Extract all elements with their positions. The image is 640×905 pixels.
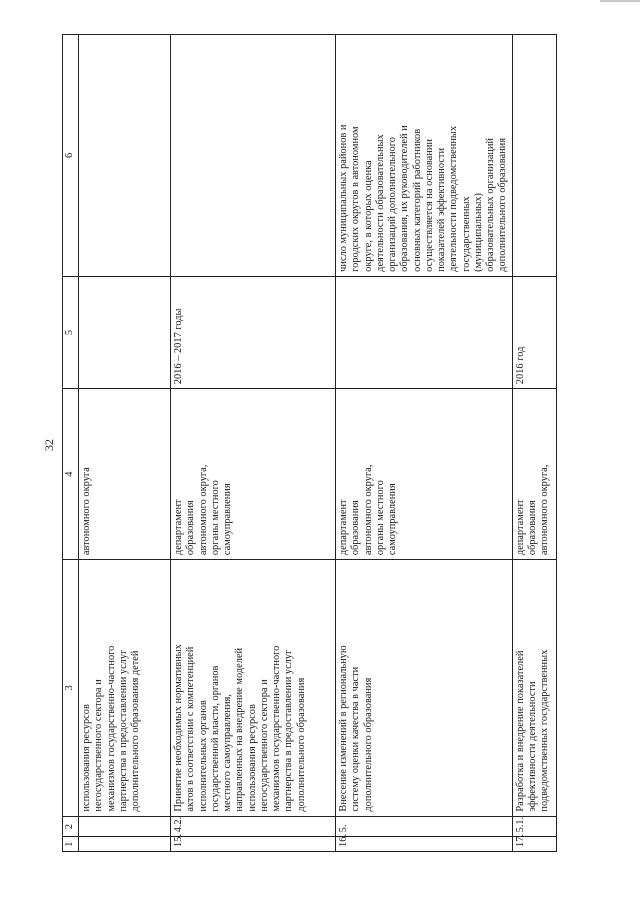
row-number: 17. — [512, 837, 556, 852]
row-code: 5.1. — [512, 816, 556, 837]
period-cell: 2016 год — [512, 276, 556, 388]
executor-cell: департамент образования автономного округа, органы местного самоуправления — [171, 389, 336, 560]
activity-cell: Внесение изменений в региональную систему оценки качества в части дополнительного образования — [336, 560, 513, 816]
plan-table — [62, 34, 557, 852]
rotated-table-container — [62, 34, 551, 852]
table-row — [171, 35, 336, 852]
indicator-cell — [79, 35, 171, 277]
executor-cell: департамент образования автономного округа, органы местного самоуправления — [336, 389, 513, 560]
page-number: 32 — [42, 439, 56, 451]
period-cell — [79, 276, 171, 388]
table-header-cell: 5 — [63, 276, 79, 388]
row-number: 15. — [171, 837, 336, 852]
table-header-cell: 6 — [63, 35, 79, 277]
row-code: 4.2. — [171, 816, 336, 837]
activity-cell: Принятие необходимых нормативных актов в соответствии с компетенцией исполнительных органов государственной власти, органов местного самоуправления, направленных на внедрение моделей использования ресурсов негосударственного сектора и механизмов государственно-частного партнерства в предоставлении услуг дополнительного образования — [171, 560, 336, 816]
scan-edge-mark — [600, 0, 640, 2]
table-header-cell: 4 — [63, 389, 79, 560]
executor-cell: автономного округа — [79, 389, 171, 560]
table-row — [79, 35, 171, 852]
row-number: 16. — [336, 837, 513, 852]
activity-cell: использования ресурсов негосударственного сектора и механизмов государственно-частного партнерства в предоставлении услуг дополнительного образования детей — [79, 560, 171, 816]
table-row — [336, 35, 513, 852]
indicator-cell — [171, 35, 336, 277]
executor-cell: департамент образования автономного округа, — [512, 389, 556, 560]
row-code: 5. — [336, 816, 513, 837]
indicator-cell: число муниципальных районов и городских округов в автономном округе, в которых оценка деятельности образовательных организаций дополнительного образования, их руководителей и основных категорий работников осуществляется на основании показателей эффективности деятельности подведомственных государственных (муниципальных) образовательных организаций дополнительного образования — [336, 35, 513, 277]
table-header-cell: 1 — [63, 837, 79, 852]
table-header-cell: 2 — [63, 816, 79, 837]
table-row — [512, 35, 556, 852]
table-header-row — [63, 35, 79, 852]
period-cell — [336, 276, 513, 388]
indicator-cell — [512, 35, 556, 277]
activity-cell: Разработка и внедрение показателей эффективности деятельности подведомственных государственных — [512, 560, 556, 816]
table-header-cell: 3 — [63, 560, 79, 816]
period-cell: 2016 – 2017 годы — [171, 276, 336, 388]
row-code — [79, 816, 171, 837]
row-number — [79, 837, 171, 852]
